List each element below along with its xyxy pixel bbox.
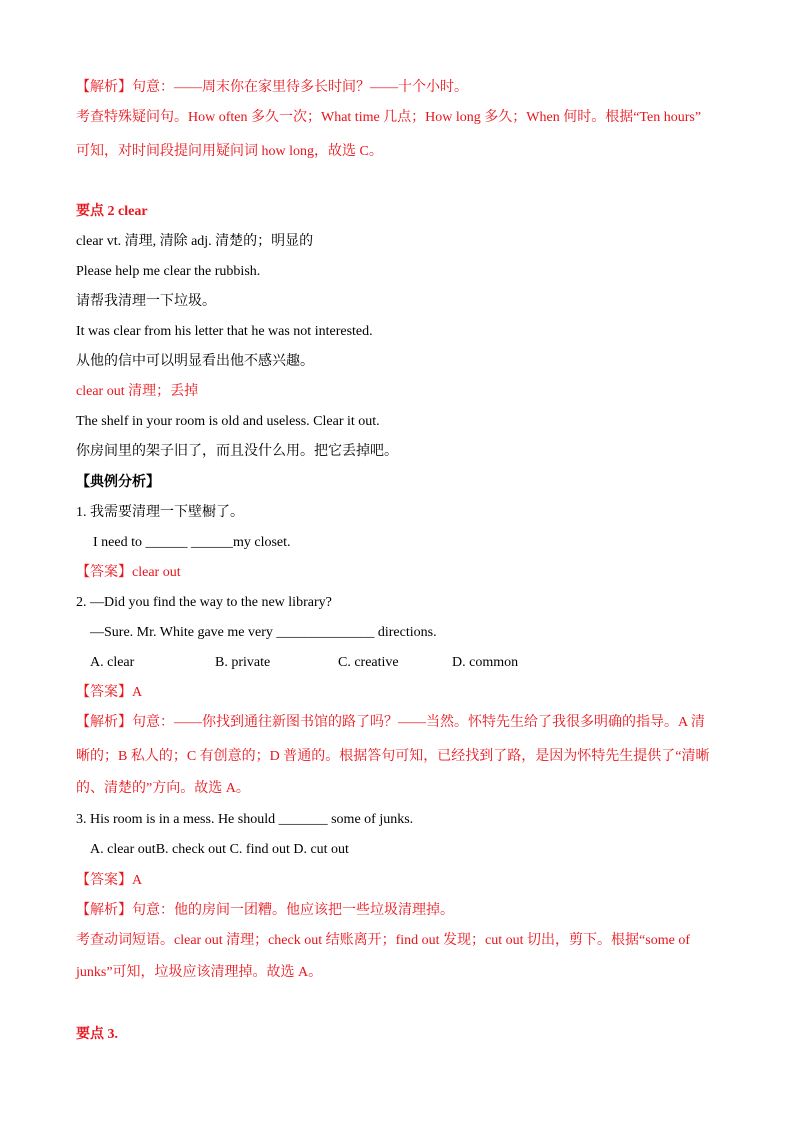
example-sentence-zh: 请帮我清理一下垃圾。 xyxy=(76,294,216,309)
example-sentence-en: It was clear from his letter that he was not interested. xyxy=(76,324,373,339)
definition-line: clear vt. 清理, 清除 adj. 清楚的；明显的 xyxy=(76,234,314,249)
section-heading-point-2: 要点 2 clear xyxy=(76,204,148,219)
option-a: A. clear xyxy=(90,655,135,670)
option-c: C. creative xyxy=(338,655,399,670)
question-2-stem: 2. —Did you find the way to the new library? xyxy=(76,595,332,610)
question-1-answer: 【答案】clear out xyxy=(76,565,181,580)
question-3-options: A. clear outB. check out C. find out D. cut out xyxy=(90,842,349,857)
question-2-analysis: 【解析】句意：——你找到通往新图书馆的路了吗？——当然。怀特先生给了我很多明确的指导。A 清 xyxy=(76,715,705,730)
examples-heading: 【典例分析】 xyxy=(76,475,160,490)
section-heading-point-3: 要点 3. xyxy=(76,1027,118,1042)
question-3-answer: 【答案】A xyxy=(76,873,143,888)
example-sentence-en: The shelf in your room is old and useless. Clear it out. xyxy=(76,414,380,429)
question-2-answer: 【答案】A xyxy=(76,685,143,700)
analysis-line: 【解析】句意：——周末你在家里待多长时间？——十个小时。 xyxy=(76,80,468,95)
example-sentence-zh: 从他的信中可以明显看出他不感兴趣。 xyxy=(76,354,314,369)
example-sentence-zh: 你房间里的架子旧了，而且没什么用。把它丢掉吧。 xyxy=(76,444,398,459)
question-1-stem: 1. 我需要清理一下壁橱了。 xyxy=(76,505,244,520)
option-d: D. common xyxy=(452,655,519,670)
question-3-stem: 3. His room is in a mess. He should _______ some of junks. xyxy=(76,812,414,827)
analysis-note-line: 可知，对时间段提问用疑问词 how long，故选 C。 xyxy=(76,144,383,159)
question-1-blank-line: I need to ______ ______my closet. xyxy=(93,535,291,550)
question-2-analysis: 的、清楚的”方向。故选 A。 xyxy=(76,781,250,796)
analysis-note-line: 考查特殊疑问句。How often 多久一次；What time 几点；How long 多久；When 何时。根据“Ten hours” xyxy=(76,110,702,125)
phrase-line: clear out 清理；丢掉 xyxy=(76,384,199,399)
option-b: B. private xyxy=(215,655,271,670)
question-3-analysis: 【解析】句意：他的房间一团糟。他应该把一些垃圾清理掉。 xyxy=(76,903,454,918)
question-3-note: junks”可知，垃圾应该清理掉。故选 A。 xyxy=(76,965,323,980)
example-sentence-en: Please help me clear the rubbish. xyxy=(76,264,261,279)
question-2-line: —Sure. Mr. White gave me very ______________ directions. xyxy=(90,625,437,640)
question-2-analysis: 晰的；B 私人的；C 有创意的；D 普通的。根据答句可知，已经找到了路，是因为怀特先生提供了“清晰 xyxy=(76,749,710,764)
question-3-note: 考查动词短语。clear out 清理；check out 结账离开；find out 发现；cut out 切出，剪下。根据“some of xyxy=(76,933,690,948)
